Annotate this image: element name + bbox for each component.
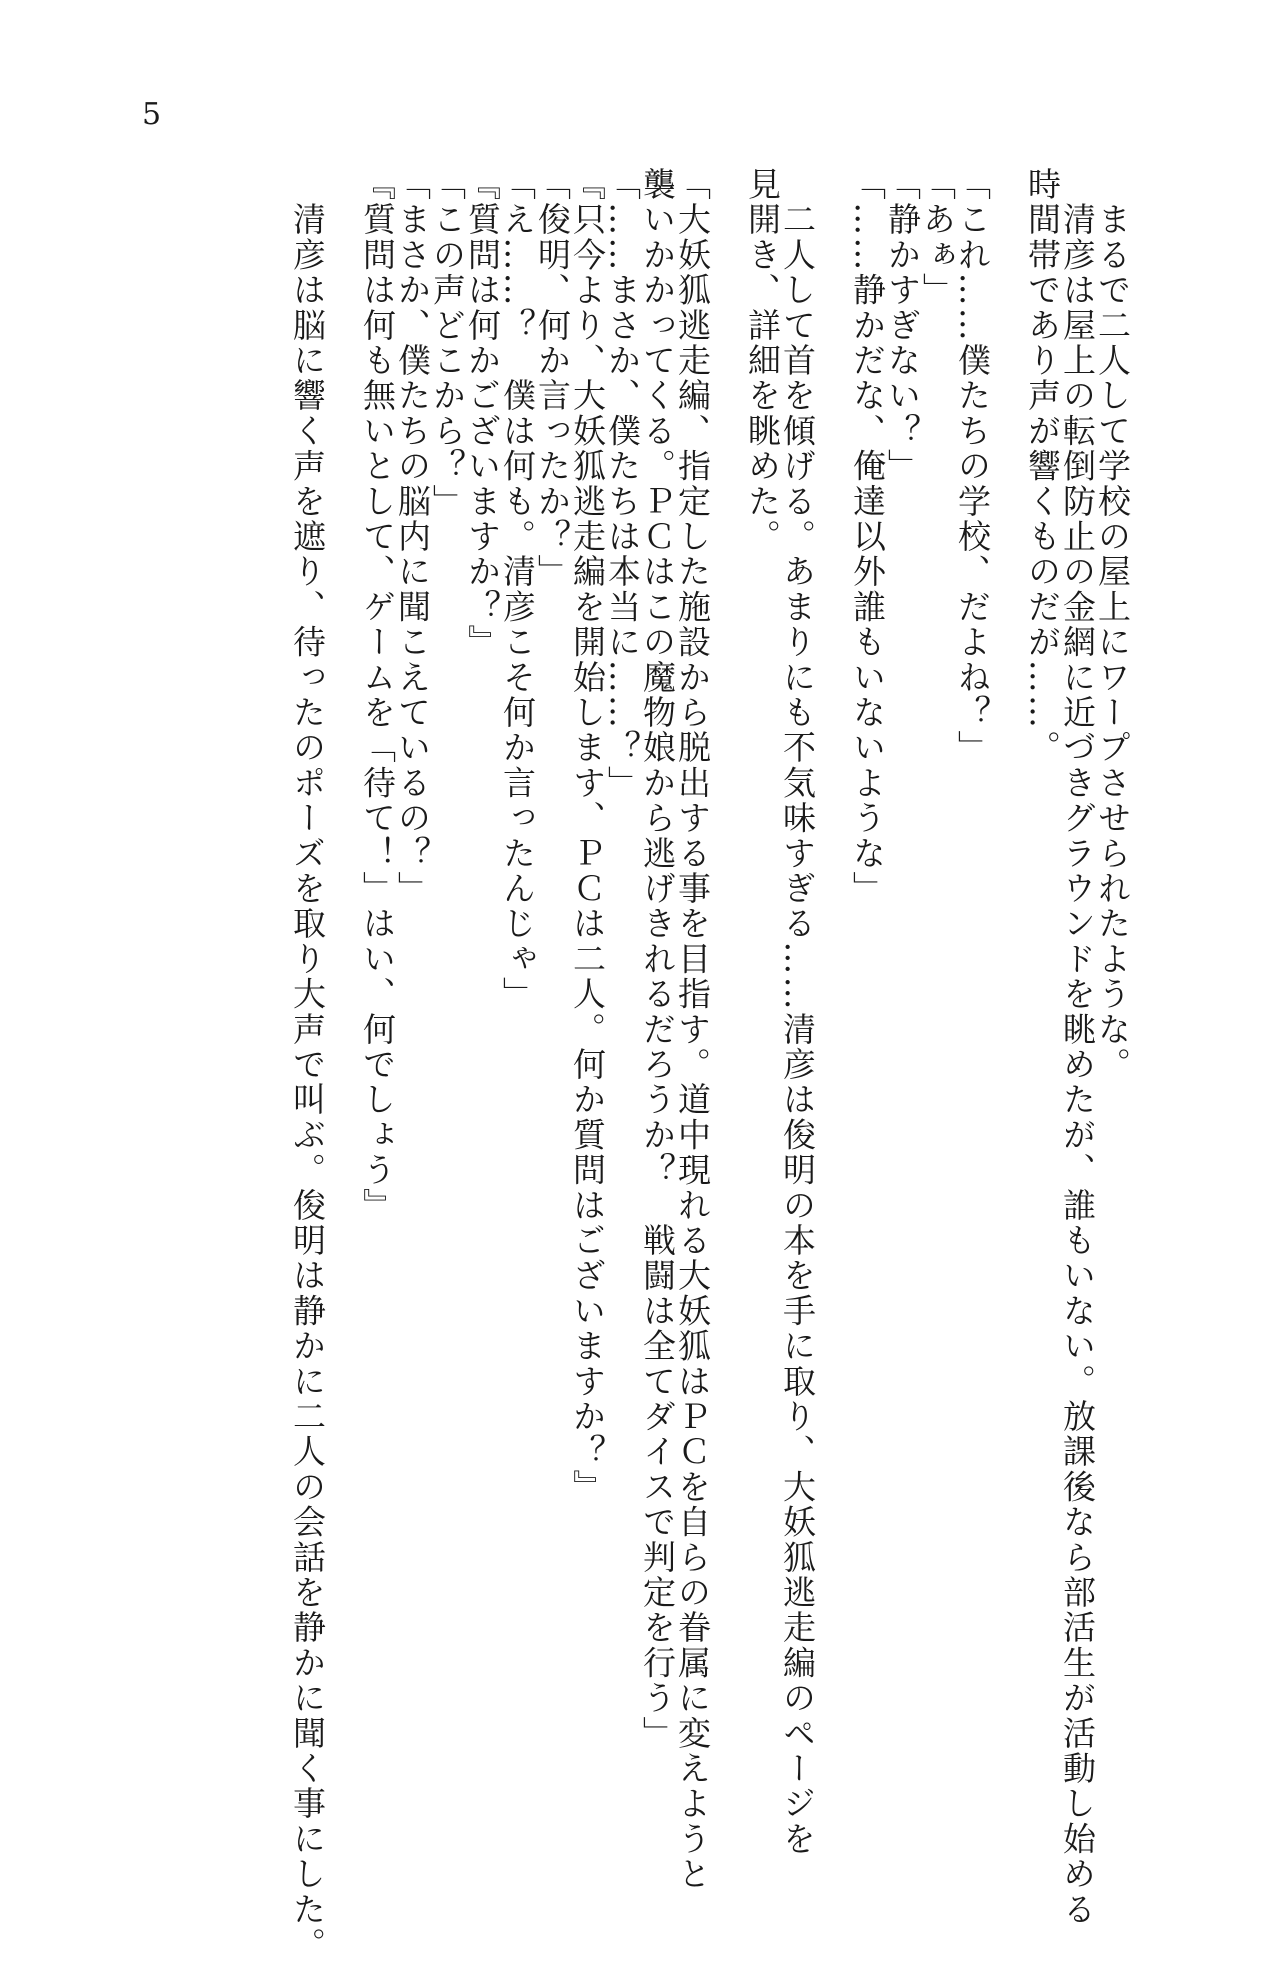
- text-line: 清彦は屋上の転倒防止の金網に近づきグラウンドを眺めたが、誰もいない。放課後なら部活生が活動し始める: [1058, 167, 1097, 1927]
- text-line: 時間帯であり声が響くものだが……。: [1023, 167, 1062, 766]
- blank-line: [815, 167, 850, 1627]
- page-number: 5: [142, 97, 162, 132]
- dialogue-line: 「え……？ 僕は何も。清彦こそ何か言ったんじゃ」: [498, 167, 537, 1012]
- dialogue-line: 「……静かだな、俺達以外誰もいないような」: [848, 167, 887, 907]
- text-line: 清彦は脳に響く声を遮り、待ったのポーズを取り大声で叫ぶ。俊明は静かに二人の会話を静かに聞く事にした。: [288, 167, 327, 1962]
- dialogue-line: 「まさか、僕たちの脳内に聞こえているの？」: [393, 167, 432, 907]
- dialogue-line: 『質問は何も無いとして、ゲームを「待て！」はい、何でしょう』: [358, 167, 397, 1223]
- dialogue-line: 『只今より、大妖狐逃走編を開始します、ＰＣは二人。何か質問はございますか？』: [568, 167, 607, 1505]
- dialogue-line: 襲いかかってくる。ＰＣはこの魔物娘から逃げきれるだろうか？ 戦闘は全てダイスで判定を行う」: [638, 167, 677, 1751]
- text-line: 見開き、詳細を眺めた。: [743, 167, 782, 555]
- dialogue-line: 『質問は何かございますか？』: [463, 167, 502, 660]
- text-line: まるで二人して学校の屋上にワープさせられたような。: [1093, 167, 1132, 1083]
- dialogue-line: 「俊明、何か言ったか？」: [533, 167, 572, 590]
- dialogue-line: 「あぁ」: [918, 167, 957, 308]
- blank-line: [710, 167, 745, 1627]
- dialogue-line: 「これ……僕たちの学校、だよね？」: [953, 167, 992, 766]
- blank-line: [990, 167, 1025, 1627]
- dialogue-line: 「静かすぎない？」: [883, 167, 922, 484]
- blank-line: [325, 167, 360, 1627]
- dialogue-line: 「この声どこから？」: [428, 167, 467, 519]
- text-line: 二人して首を傾げる。あまりにも不気味すぎる……清彦は俊明の本を手に取り、大妖狐逃走編のページを: [778, 167, 817, 1857]
- body-text: [288, 167, 1132, 1962]
- dialogue-line: 「……まさか、僕たちは本当に……？」: [603, 167, 642, 801]
- dialogue-line: 「大妖狐逃走編、指定した施設から脱出する事を目指す。道中現れる大妖狐はＰＣを自らの眷属に変えようと: [673, 167, 712, 1892]
